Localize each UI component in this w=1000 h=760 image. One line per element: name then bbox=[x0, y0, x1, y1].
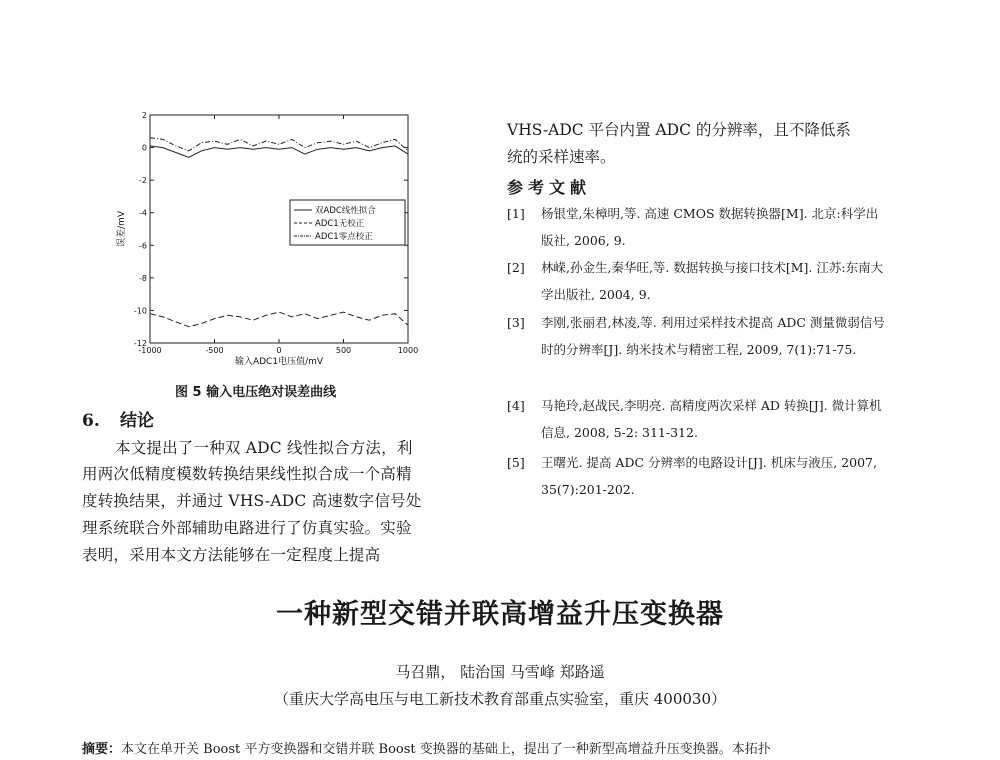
reference-1 bbox=[507, 200, 887, 254]
legend-label: 双ADC线性拟合 bbox=[315, 206, 376, 216]
article-abstract bbox=[82, 738, 771, 757]
reference-number: [2] bbox=[507, 260, 525, 275]
continuation-line-2: 统的采样速率。 bbox=[507, 148, 616, 166]
references-heading: 参考文献 bbox=[507, 178, 592, 197]
x-tick-label: 1000 bbox=[397, 346, 419, 355]
section-number: 6. bbox=[82, 411, 100, 431]
reference-text: 李刚,张丽君,林凌,等. 利用过采样技术提高 ADC 测量微弱信号时的分辨率[J]. 纳米技术与精密工程, 2009, 7(1):71-75. bbox=[541, 315, 885, 357]
reference-3 bbox=[507, 309, 887, 363]
reference-text: 林嵘,孙金生,秦华旺,等. 数据转换与接口技术[M]. 江苏:东南大学出版社, 2004, 9. bbox=[541, 260, 884, 302]
y-tick-label: -4 bbox=[139, 208, 147, 218]
figure-caption: 图 5 输入电压绝对误差曲线 bbox=[175, 385, 337, 400]
conclusion-line-1: 本文提出了一种双 ADC 线性拟合方法，利 bbox=[115, 439, 413, 457]
y-tick-label: 0 bbox=[141, 143, 147, 153]
y-tick-label: -10 bbox=[133, 306, 147, 316]
article-affiliation: （重庆大学高电压与电工新技术教育部重点实验室，重庆 400030） bbox=[273, 690, 727, 708]
section-heading bbox=[82, 406, 154, 431]
y-tick-label: -6 bbox=[139, 241, 147, 251]
reference-2 bbox=[507, 254, 887, 308]
error-chart bbox=[100, 105, 430, 370]
conclusion-line-4: 理系统联合外部辅助电路进行了仿真实验。实验 bbox=[82, 519, 412, 537]
reference-4 bbox=[507, 392, 887, 446]
reference-5 bbox=[507, 449, 887, 503]
legend-label: ADC1零点校正 bbox=[315, 232, 373, 242]
x-tick-label: -1000 bbox=[138, 346, 162, 355]
reference-number: [4] bbox=[507, 398, 525, 413]
legend-label: ADC1无校正 bbox=[315, 219, 365, 229]
y-axis-label: 误差/mV bbox=[117, 211, 127, 247]
x-tick-label: 500 bbox=[335, 346, 352, 355]
abstract-text: 本文在单开关 Boost 平方变换器和交错并联 Boost 变换器的基础上，提出了一种新型高增益升压变换器。本拓扑 bbox=[121, 742, 771, 757]
article-authors: 马召鼎， 陆治国 马雪峰 郑路遥 bbox=[395, 663, 605, 681]
x-tick-label: -500 bbox=[205, 346, 224, 355]
reference-text: 王曙光. 提高 ADC 分辨率的电路设计[J]. 机床与液压, 2007, 35(7):201-202. bbox=[541, 455, 877, 497]
figure-5 bbox=[100, 105, 430, 370]
continuation-line-1: VHS-ADC 平台内置 ADC 的分辨率，且不降低系 bbox=[507, 121, 851, 139]
reference-text: 马艳玲,赵战民,李明亮. 高精度两次采样 AD 转换[J]. 微计算机信息, 2008, 5-2: 311-312. bbox=[541, 398, 882, 440]
section-title: 结论 bbox=[120, 411, 154, 431]
x-axis-label: 输入ADC1电压值/mV bbox=[234, 357, 324, 367]
article-title: 一种新型交错并联高增益升压变换器 bbox=[276, 599, 724, 630]
conclusion-line-2: 用两次低精度模数转换结果线性拟合成一个高精 bbox=[82, 465, 412, 483]
reference-number: [3] bbox=[507, 315, 525, 330]
reference-number: [1] bbox=[507, 206, 525, 221]
series-line-2 bbox=[150, 312, 408, 327]
abstract-label: 摘要： bbox=[82, 742, 122, 757]
x-tick-label: 0 bbox=[276, 346, 282, 355]
conclusion-line-3: 度转换结果，并通过 VHS-ADC 高速数字信号处 bbox=[82, 492, 422, 510]
y-tick-label: -2 bbox=[139, 176, 147, 186]
reference-number: [5] bbox=[507, 455, 525, 470]
reference-text: 杨银堂,朱樟明,等. 高速 CMOS 数据转换器[M]. 北京:科学出版社, 2006, 9. bbox=[541, 206, 879, 248]
y-tick-label: -8 bbox=[139, 273, 147, 283]
conclusion-line-5: 表明，采用本文方法能够在一定程度上提高 bbox=[82, 546, 381, 564]
y-tick-label: -12 bbox=[133, 339, 147, 348]
y-tick-label: 2 bbox=[141, 111, 147, 120]
